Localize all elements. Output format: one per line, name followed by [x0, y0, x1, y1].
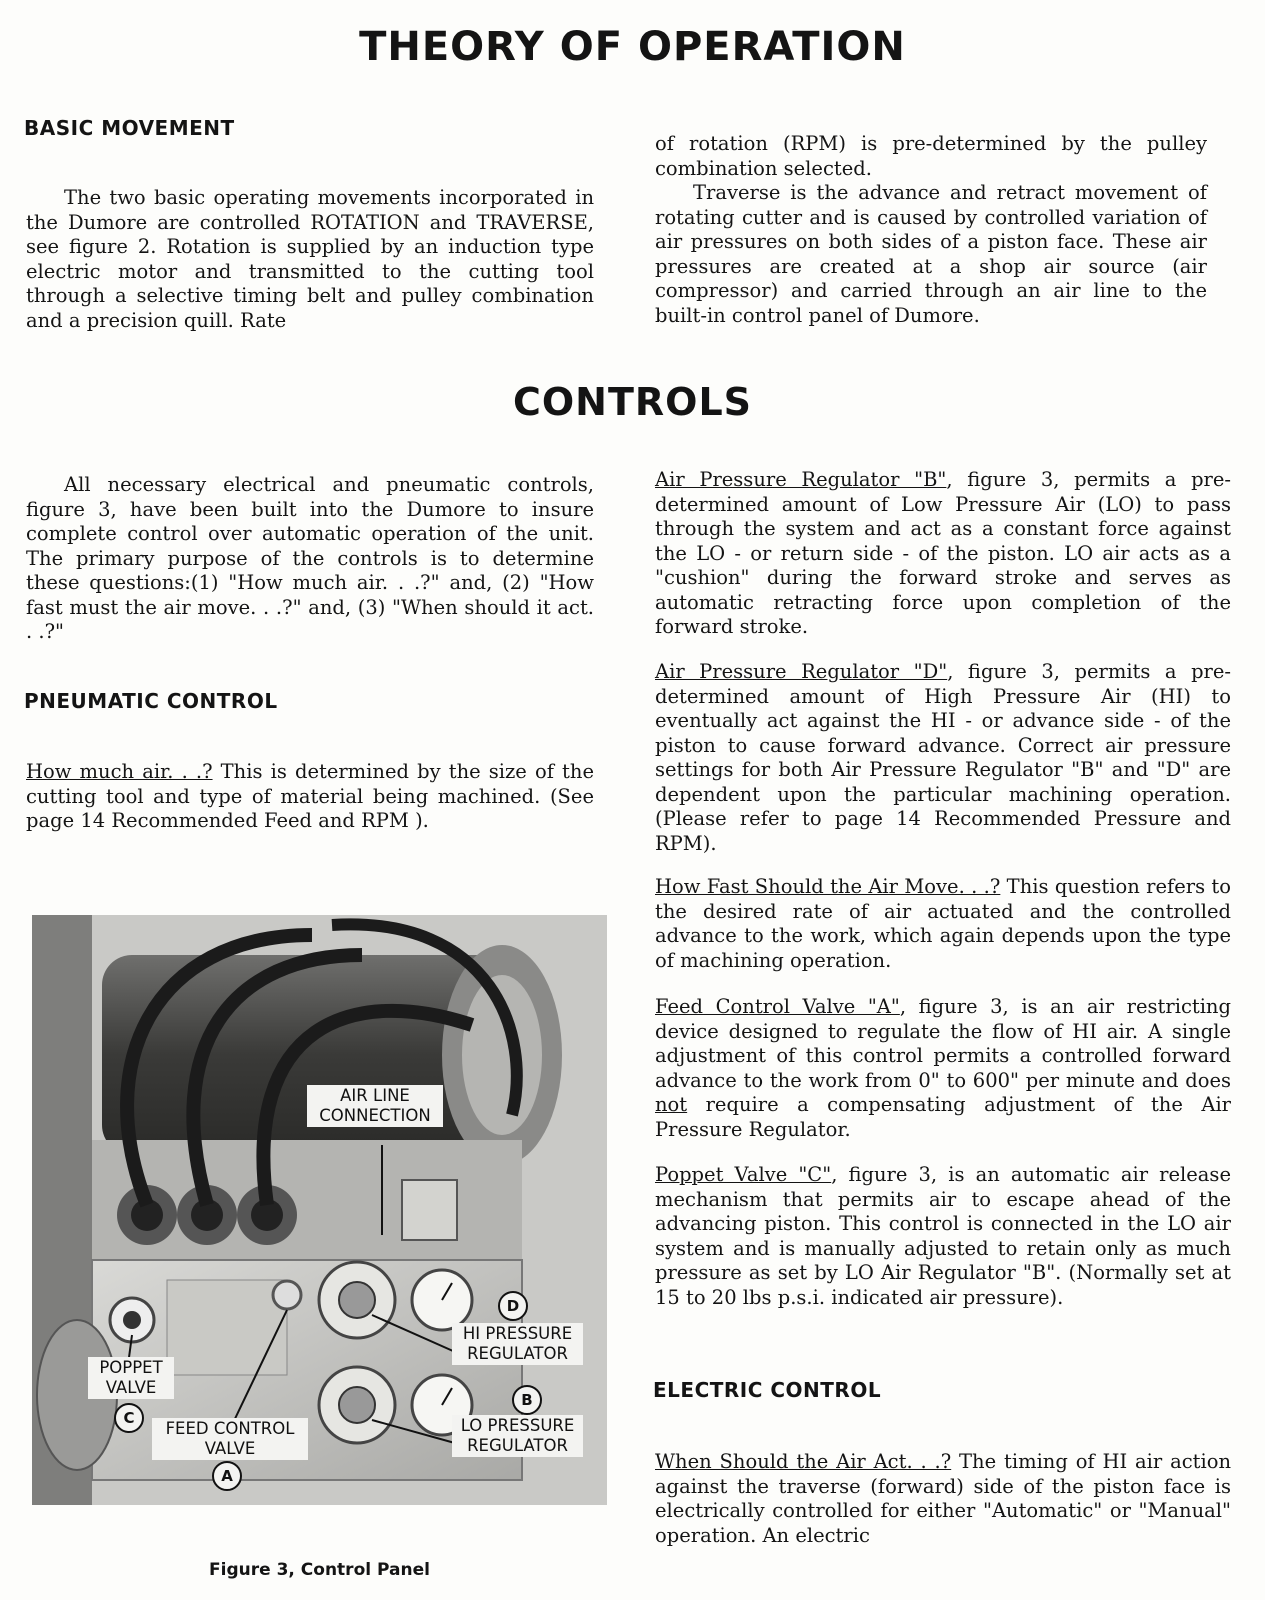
regulator-d-paragraph: [655, 660, 1231, 856]
label-b-circle: B: [512, 1385, 542, 1415]
feed-control-text-1: , figure 3, is an air restricting device designed to regulate the flow of HI air. A single adjustment of this control permits a controlled forward advance to the work from 0" to 600" per minute and does: [655, 995, 1231, 1092]
feed-control-label: Feed Control Valve "A": [655, 995, 900, 1018]
basic-movement-paragraph: The two basic operating movements incorporated in the Dumore are controlled ROTATION and TRAVERSE, see figure 2. Rotation is supplied by an induction type electric motor and transmitted to the cutting tool through a selective timing belt and pulley combination and a precision quill. Rate: [26, 186, 594, 332]
label-a-circle: A: [212, 1461, 242, 1491]
poppet-valve-label: Poppet Valve "C": [655, 1163, 832, 1186]
when-air-act-label: When Should the Air Act. . .?: [655, 1450, 952, 1473]
regulator-b-text: , figure 3, permits a pre-determined amount of Low Pressure Air (LO) to pass through the system and act as a constant force against the LO - or return side - of the piston. LO air acts as a "cushion" during the forward stroke and serves as automatic retracting force upon completion of the forward stroke.: [655, 468, 1231, 638]
poppet-valve-text: , figure 3, is an automatic air release mechanism that permits air to escape ahead of the advancing piston. This control is connected in the LO air system and is manually adjusted to retain only as much pressure as set by LO Air Regulator "B". (Normally set at 15 to 20 lbs p.s.i. indicated air pressure).: [655, 1163, 1231, 1309]
lo-pressure-regulator-callout: LO PRESSURE REGULATOR: [452, 1415, 583, 1457]
regulator-b-label: Air Pressure Regulator "B": [655, 468, 947, 491]
how-fast-paragraph: [655, 875, 1231, 973]
page-title: THEORY OF OPERATION: [359, 24, 906, 70]
how-much-air-paragraph: [26, 760, 594, 834]
traverse-paragraph: Traverse is the advance and retract movement of rotating cutter and is caused by controlled variation of air pressures on both sides of a piston face. These air pressures are created at a shop air source (air compressor) and carried through an air line to the built-in control panel of Dumore.: [655, 181, 1207, 327]
control-panel-photo: [32, 915, 607, 1505]
pneumatic-control-heading: PNEUMATIC CONTROL: [24, 689, 278, 713]
when-air-act-paragraph: [655, 1450, 1231, 1548]
how-much-air-label: How much air. . .?: [26, 760, 213, 783]
poppet-valve-callout: POPPET VALVE: [88, 1357, 174, 1399]
hi-pressure-regulator-callout: HI PRESSURE REGULATOR: [452, 1323, 583, 1365]
how-much-air-text: This is determined by the size of the cutting tool and type of material being machined. (See page 14 Recommended Feed and RPM ).: [26, 760, 594, 832]
feed-control-valve-callout: FEED CONTROL VALVE: [152, 1418, 308, 1460]
how-fast-text: This question refers to the desired rate of air actuated and the controlled advance to the work, which again depends upon the type of machining operation.: [655, 875, 1232, 972]
label-d-circle: D: [498, 1291, 528, 1321]
basic-movement-continuation: of rotation (RPM) is pre-determined by the pulley combination selected.: [655, 132, 1207, 180]
electric-control-heading: ELECTRIC CONTROL: [653, 1378, 882, 1402]
controls-intro-paragraph: All necessary electrical and pneumatic controls, figure 3, have been built into the Dumore to insure complete control over automatic operation of the unit. The primary purpose of the controls is to determine these questions:(1) "How much air. . .?" and, (2) "How fast must the air move. . .?" and, (3) "When should it act. . .?": [26, 473, 594, 643]
feed-control-paragraph: [655, 995, 1231, 1142]
feed-control-not: not: [655, 1093, 688, 1116]
air-line-connection-callout: AIR LINE CONNECTION: [307, 1085, 443, 1127]
basic-movement-heading: BASIC MOVEMENT: [24, 116, 235, 140]
controls-title: CONTROLS: [512, 380, 753, 424]
regulator-d-text: , figure 3, permits a pre-determined amount of High Pressure Air (HI) to eventually act against the HI - or advance side - of the piston to cause forward advance. Correct air pressure settings for both Air Pressure Regulator "B" and "D" are dependent upon the particular machining operation. (Please refer to page 14 Recommended Pressure and RPM).: [655, 660, 1231, 855]
regulator-d-label: Air Pressure Regulator "D": [655, 660, 948, 683]
label-c-circle: C: [114, 1403, 144, 1433]
figure-caption: Figure 3, Control Panel: [209, 1560, 430, 1580]
how-fast-label: How Fast Should the Air Move. . .?: [655, 875, 1001, 898]
when-air-act-text: The timing of HI air action against the traverse (forward) side of the piston face is electrically controlled for either "Automatic" or "Manual" operation. An electric: [655, 1450, 1232, 1547]
poppet-valve-paragraph: [655, 1163, 1231, 1310]
regulator-b-paragraph: [655, 468, 1231, 640]
feed-control-text-2: require a compensating adjustment of the Air Pressure Regulator.: [655, 1093, 1231, 1141]
